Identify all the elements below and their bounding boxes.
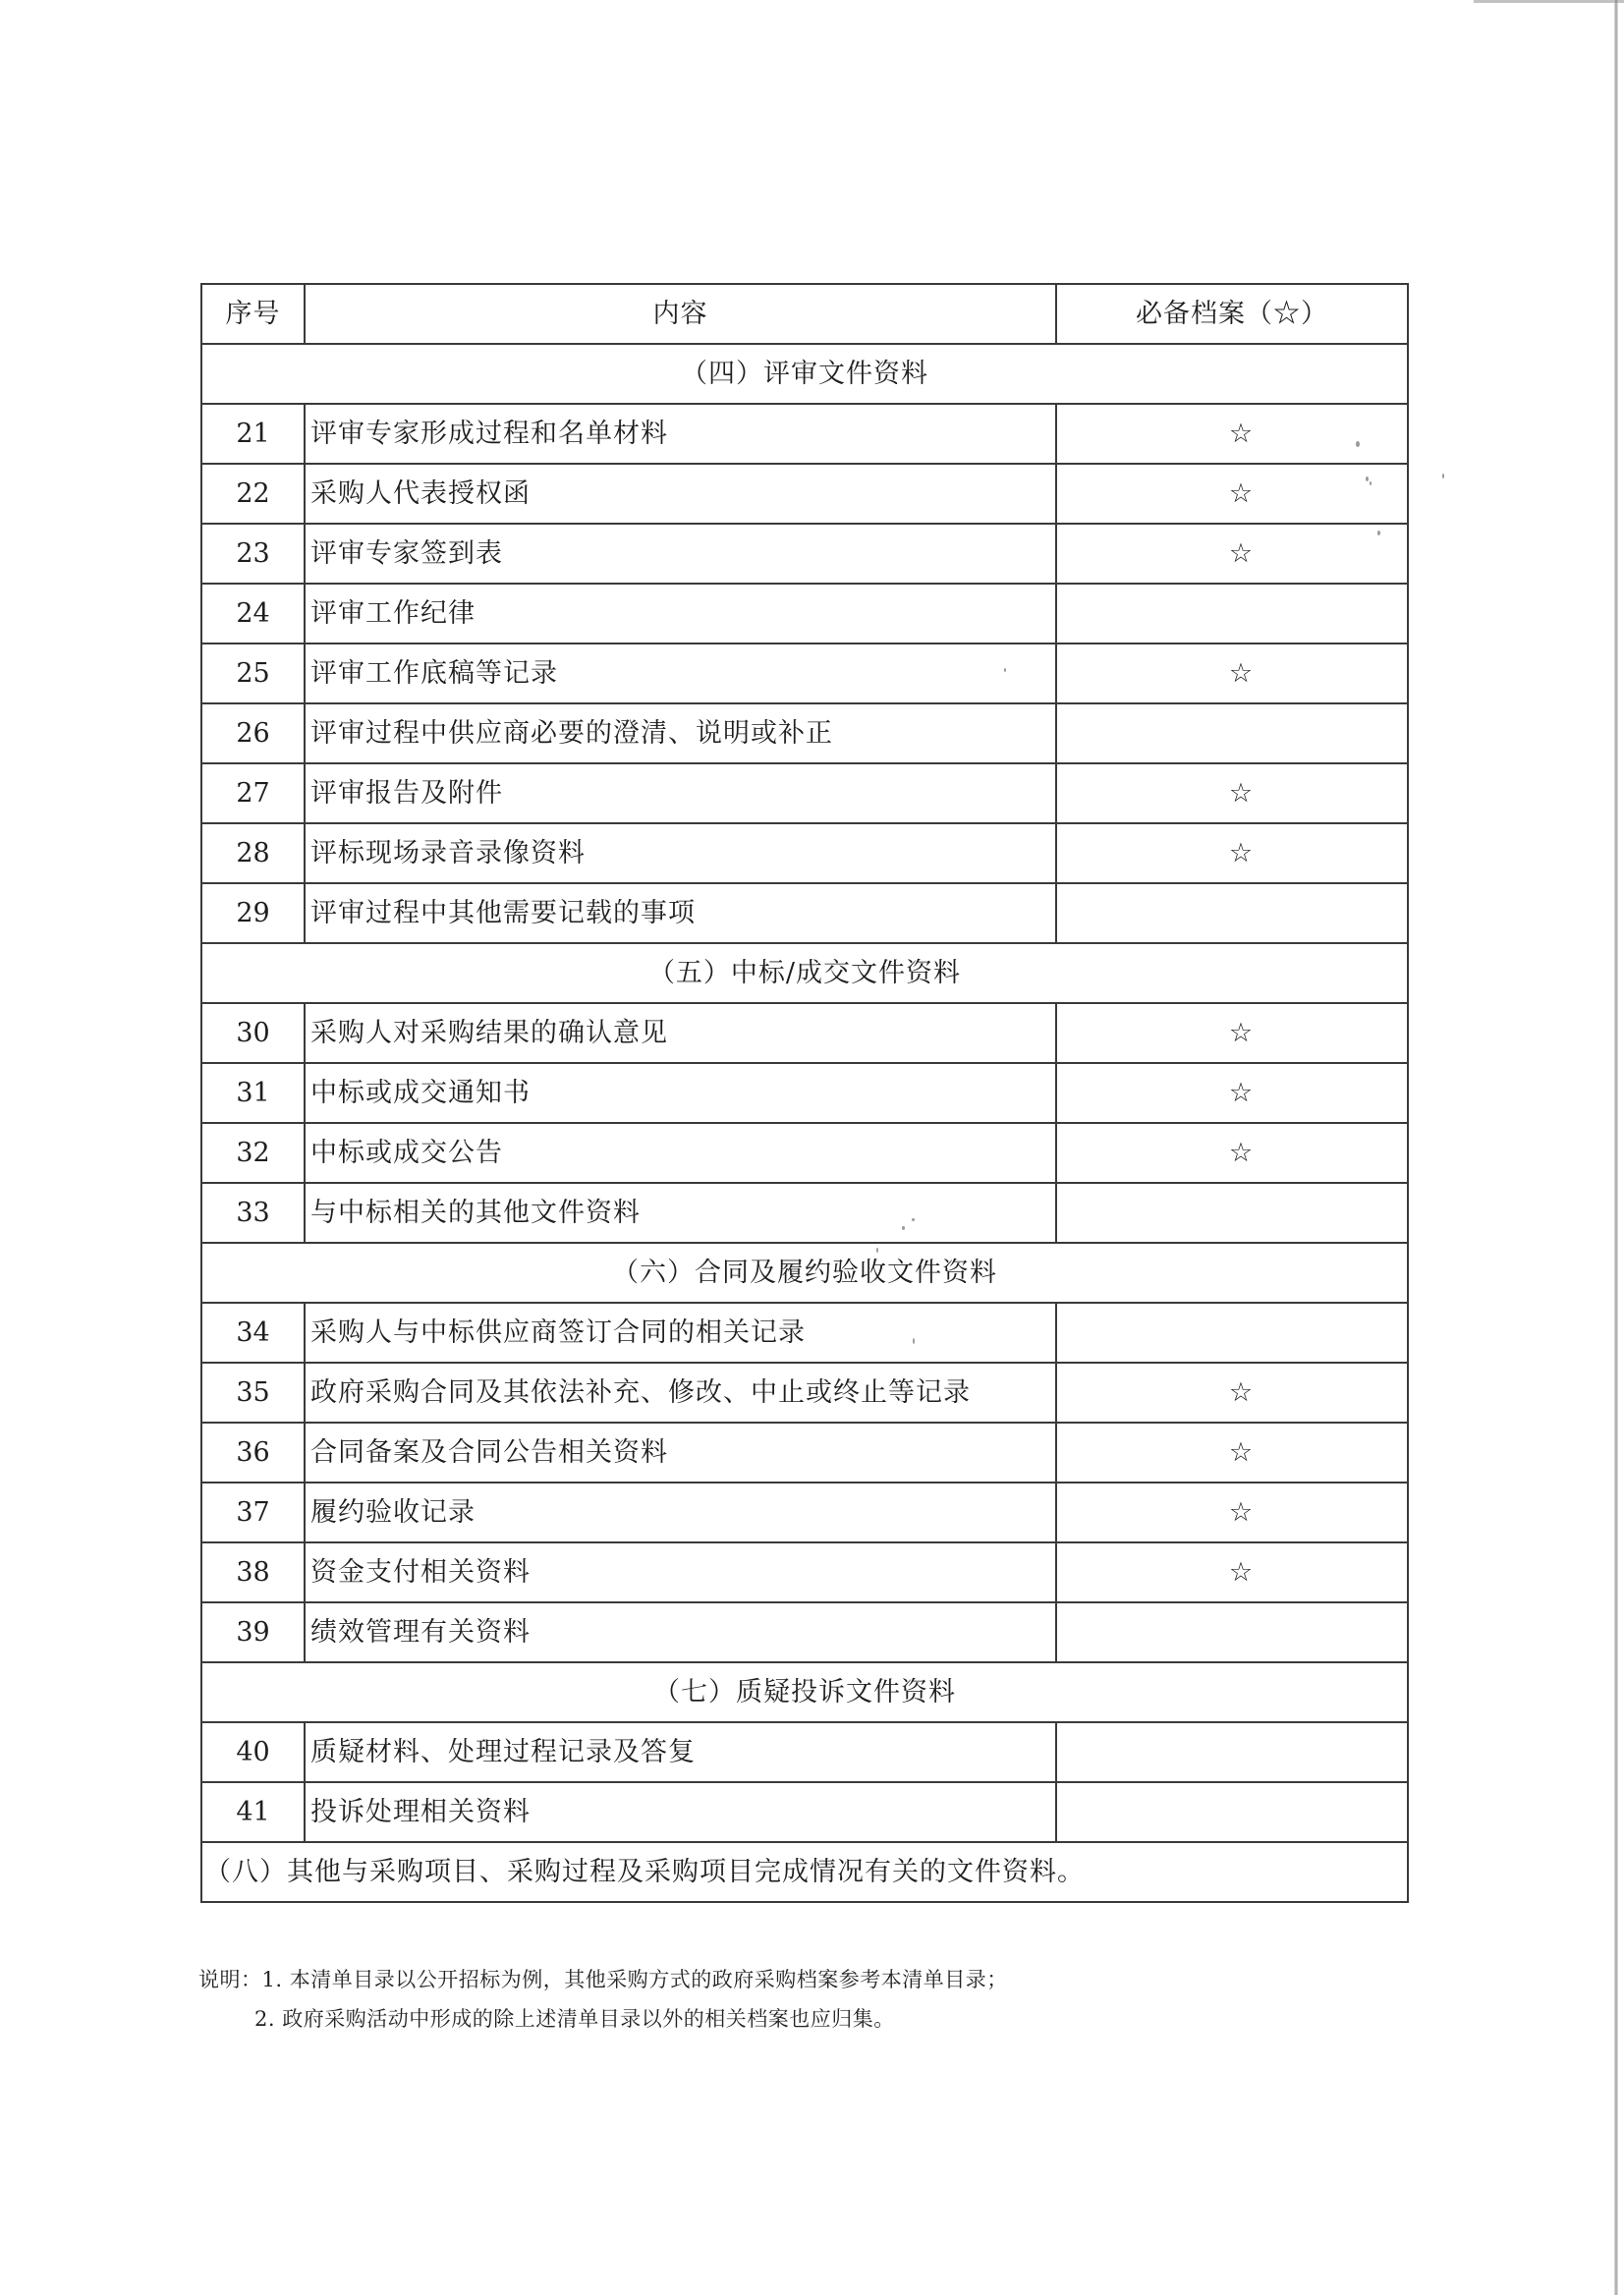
row-number: 25 xyxy=(201,644,305,703)
required-cell-empty xyxy=(1056,703,1408,763)
table-row xyxy=(201,1423,1408,1483)
notes xyxy=(198,1960,1008,2039)
row-number: 29 xyxy=(201,883,305,943)
star-icon: ☆ xyxy=(1056,404,1408,464)
table-row xyxy=(201,1602,1408,1662)
table-row xyxy=(201,524,1408,584)
table-body xyxy=(201,344,1408,1902)
header-required-archive: 必备档案（☆） xyxy=(1056,284,1408,344)
row-content: 评审专家签到表 xyxy=(305,524,1056,584)
row-content: 评审专家形成过程和名单材料 xyxy=(305,404,1056,464)
row-content: 评标现场录音录像资料 xyxy=(305,823,1056,883)
row-number: 41 xyxy=(201,1782,305,1842)
star-icon: ☆ xyxy=(1056,1123,1408,1183)
table-row xyxy=(201,883,1408,943)
table-row xyxy=(201,1123,1408,1183)
row-number: 30 xyxy=(201,1003,305,1063)
section-title: （六）合同及履约验收文件资料 xyxy=(201,1243,1408,1303)
star-icon: ☆ xyxy=(1056,1003,1408,1063)
row-number: 38 xyxy=(201,1542,305,1602)
scan-speck xyxy=(1366,476,1369,481)
required-cell-empty xyxy=(1056,1782,1408,1842)
row-content: 评审过程中供应商必要的澄清、说明或补正 xyxy=(305,703,1056,763)
row-content: 评审过程中其他需要记载的事项 xyxy=(305,883,1056,943)
scan-page-edge-right xyxy=(1614,0,1618,2295)
row-content: 采购人对采购结果的确认意见 xyxy=(305,1003,1056,1063)
row-content: 采购人代表授权函 xyxy=(305,464,1056,524)
row-content: 履约验收记录 xyxy=(305,1483,1056,1542)
header-content: 内容 xyxy=(305,284,1056,344)
row-number: 24 xyxy=(201,584,305,644)
scan-speck xyxy=(876,1248,878,1253)
row-content: 中标或成交通知书 xyxy=(305,1063,1056,1123)
scan-speck xyxy=(902,1226,905,1230)
row-number: 40 xyxy=(201,1722,305,1782)
star-icon: ☆ xyxy=(1056,1423,1408,1483)
note-line-2: 2. 政府采购活动中形成的除上述清单目录以外的相关档案也应归集。 xyxy=(254,2007,895,2031)
table-row xyxy=(201,1183,1408,1243)
required-cell-empty xyxy=(1056,1183,1408,1243)
table-row xyxy=(201,584,1408,644)
row-content: 采购人与中标供应商签订合同的相关记录 xyxy=(305,1303,1056,1363)
row-content: 质疑材料、处理过程记录及答复 xyxy=(305,1722,1056,1782)
section-row xyxy=(201,1662,1408,1722)
section-title: （七）质疑投诉文件资料 xyxy=(201,1662,1408,1722)
procurement-archive-table xyxy=(200,283,1409,1903)
row-content: 投诉处理相关资料 xyxy=(305,1782,1056,1842)
section-title: （四）评审文件资料 xyxy=(201,344,1408,404)
table-row xyxy=(201,464,1408,524)
row-content: 评审工作底稿等记录 xyxy=(305,644,1056,703)
required-cell-empty xyxy=(1056,584,1408,644)
footer-row xyxy=(201,1842,1408,1902)
row-content: 合同备案及合同公告相关资料 xyxy=(305,1423,1056,1483)
required-cell-empty xyxy=(1056,883,1408,943)
row-content: 评审工作纪律 xyxy=(305,584,1056,644)
section-row xyxy=(201,943,1408,1003)
star-icon: ☆ xyxy=(1056,1483,1408,1542)
table-row xyxy=(201,1483,1408,1542)
star-icon: ☆ xyxy=(1056,464,1408,524)
table-row xyxy=(201,703,1408,763)
scan-speck xyxy=(1377,531,1380,535)
required-cell-empty xyxy=(1056,1303,1408,1363)
row-number: 35 xyxy=(201,1363,305,1423)
table-row xyxy=(201,1063,1408,1123)
section-title: （五）中标/成交文件资料 xyxy=(201,943,1408,1003)
section-row xyxy=(201,344,1408,404)
row-number: 33 xyxy=(201,1183,305,1243)
table-row xyxy=(201,1542,1408,1602)
star-icon: ☆ xyxy=(1056,1063,1408,1123)
row-content: 中标或成交公告 xyxy=(305,1123,1056,1183)
table-row xyxy=(201,823,1408,883)
scan-page-edge-top xyxy=(1474,0,1624,3)
table-row xyxy=(201,1303,1408,1363)
row-number: 37 xyxy=(201,1483,305,1542)
row-number: 32 xyxy=(201,1123,305,1183)
required-cell-empty xyxy=(1056,1602,1408,1662)
row-number: 27 xyxy=(201,763,305,823)
row-number: 28 xyxy=(201,823,305,883)
scan-speck xyxy=(1370,481,1372,485)
table-header-row xyxy=(201,284,1408,344)
scan-speck xyxy=(1442,474,1444,478)
section-row xyxy=(201,1243,1408,1303)
row-content: 政府采购合同及其依法补充、修改、中止或终止等记录 xyxy=(305,1363,1056,1423)
row-content: 与中标相关的其他文件资料 xyxy=(305,1183,1056,1243)
scan-speck xyxy=(1004,668,1006,672)
row-content: 评审报告及附件 xyxy=(305,763,1056,823)
table-row xyxy=(201,644,1408,703)
star-icon: ☆ xyxy=(1056,1542,1408,1602)
required-cell-empty xyxy=(1056,1722,1408,1782)
row-number: 23 xyxy=(201,524,305,584)
table-row xyxy=(201,763,1408,823)
star-icon: ☆ xyxy=(1056,1363,1408,1423)
table-row xyxy=(201,1003,1408,1063)
row-number: 36 xyxy=(201,1423,305,1483)
row-content: 资金支付相关资料 xyxy=(305,1542,1056,1602)
note-line-1: 说明：1. 本清单目录以公开招标为例，其他采购方式的政府采购档案参考本清单目录； xyxy=(198,1968,1008,1991)
row-number: 26 xyxy=(201,703,305,763)
row-content: 绩效管理有关资料 xyxy=(305,1602,1056,1662)
scan-speck xyxy=(1356,441,1360,447)
scan-speck xyxy=(912,1218,915,1221)
row-number: 31 xyxy=(201,1063,305,1123)
star-icon: ☆ xyxy=(1056,763,1408,823)
row-number: 34 xyxy=(201,1303,305,1363)
scan-speck xyxy=(913,1338,915,1344)
table-row xyxy=(201,1782,1408,1842)
table-row xyxy=(201,404,1408,464)
table-row xyxy=(201,1722,1408,1782)
star-icon: ☆ xyxy=(1056,524,1408,584)
row-number: 22 xyxy=(201,464,305,524)
header-no: 序号 xyxy=(201,284,305,344)
row-number: 39 xyxy=(201,1602,305,1662)
star-icon: ☆ xyxy=(1056,644,1408,703)
star-icon: ☆ xyxy=(1056,823,1408,883)
row-number: 21 xyxy=(201,404,305,464)
table-row xyxy=(201,1363,1408,1423)
footer-other-documents: （八）其他与采购项目、采购过程及采购项目完成情况有关的文件资料。 xyxy=(201,1842,1408,1902)
